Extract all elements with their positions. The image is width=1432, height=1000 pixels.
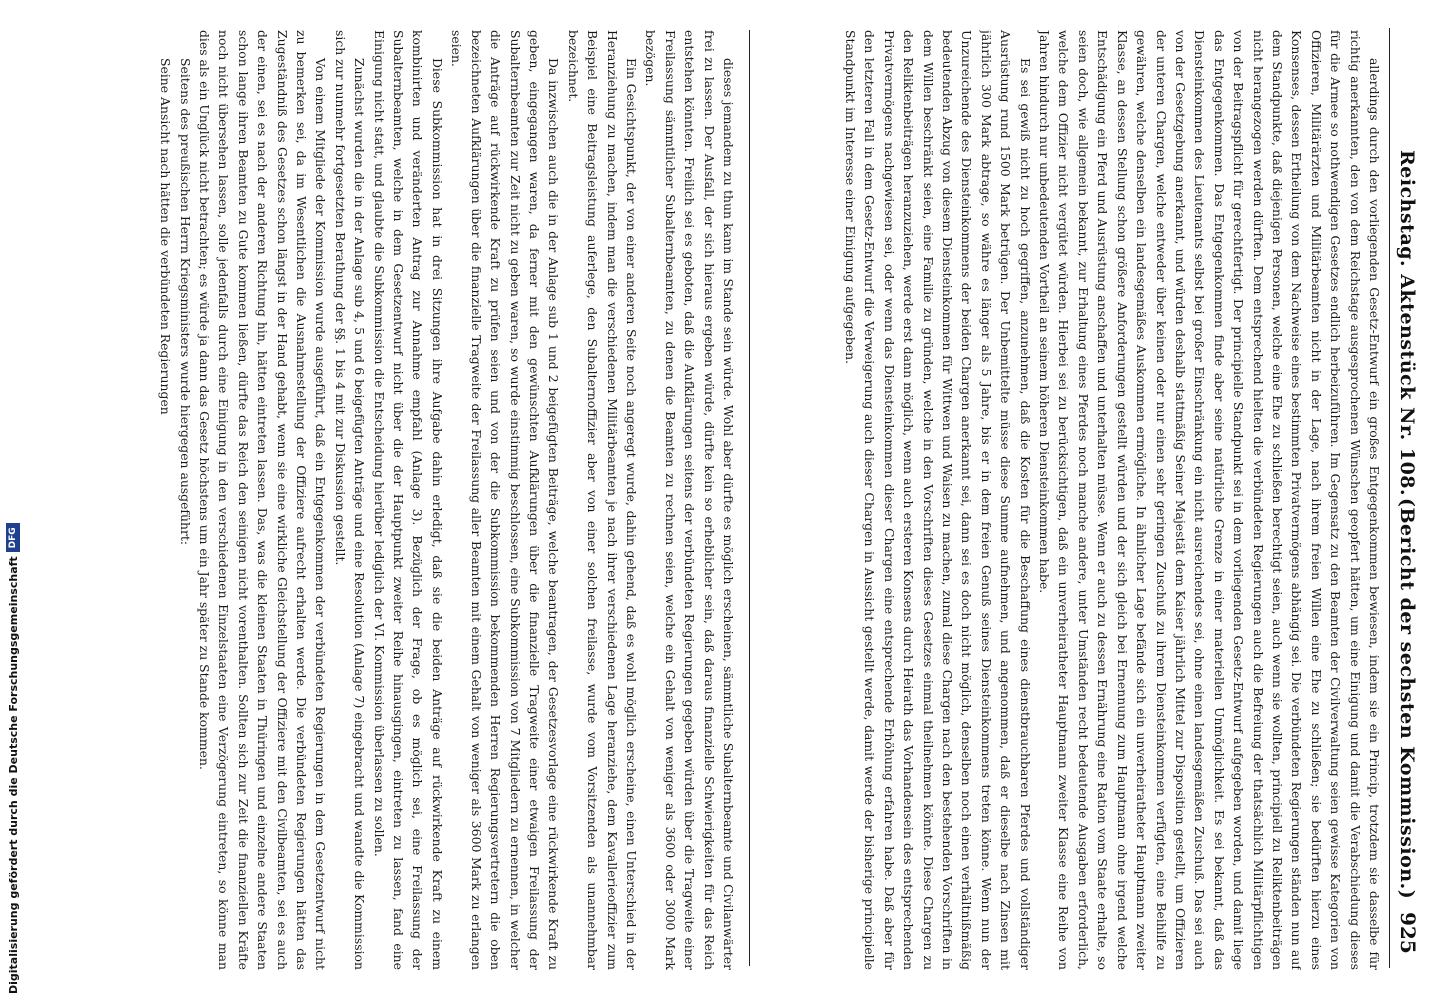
dfg-logo-icon: DFG (6, 523, 20, 552)
running-header-subtitle: (Bericht der sechsten Kommission.) (1396, 498, 1418, 900)
page-number: 925 (1396, 912, 1420, 954)
paragraph: Von einem Mitgliede der Kommission wurde ausgeführt, daß ein Entgegenkommen der verbündeten Regierungen in dem Gesetzentwurf nicht zu bemerken sei, da im Wesentlichen die Ausnahmestellung der Offiziere aufrecht erhalten werde. Die verbündeten Regierungen hätten das Zugeständniß des Gesetzes schon längst in der Hand gehabt, wenn sie eine wirkliche Gleichstellung der Offiziere mit den Civilbeamten, sei es auch der einen, sei es nach der anderen Richtung hin, hätten eintreten lassen. Das, was die kleinen Staaten in Thüringen und einzelne andere Staaten schon lange ihren Beamten zu Gute kommen ließen, dürfte das Reich den seinigen nicht vorenthalten. Sollten sich zur Zeit die finanziellen Kräfte noch nicht übersehen lassen, solle jedenfalls durch eine Einigung in den verschiedenen Einzelstaaten eine Verzögerung eintreten, so könne man dies als ein Unglück nicht betrachten; es würde ja dann das Gesetz höchstens um ein Jahr später zu Stande kommen. (197, 30, 329, 970)
header-rule (1389, 28, 1390, 968)
paragraph: allerdings durch den vorliegenden Gesetz-Entwurf ein großes Entgegenkommen bewiesen, indem sie ein Princip, trotzdem sie dasselbe für richtig anerkannten, den von dem Reichstage ausgesprochenen Wünschen geopfert hätten, um eine Einigung und damit die Verabschiedung dieses für die Armee so nothwendigen Gesetzes endlich herbeizuführen. Im Gegensatz zu den Beamten der Civilverwaltung seien gewisse Kategorien von Offizieren, Militärärzten und Militärbeamten nicht in der Lage, nach ihrem freien Willen eine Ehe zu schließen; sie bedürften hierzu eines Konsenses, dessen Ertheilung von dem Nachweise eines bestimmten Privatvermögens abhängig sei. Die verbündeten Regierungen ständen nun auf dem Standpunkte, daß diejenigen Personen, welche eine Ehe zu schließen berechtigt seien, auch wenn sie wollten, principiell zu Reliktenbeiträgen nicht herangezogen werden dürften. Dem entsprechend hielten die verbündeten Regierungen auch die Befreiung der thatsächlich Militärpflichtigen von der Beitragspflicht für gerechtfertigt. Der principielle Standpunkt sei in dem vorliegenden Gesetz-Entwurf aufgegeben worden, und damit liege das Entgegenkommen. Das Entgegenkommen finde aber seine natürliche Grenze in einer materiellen Unmöglichkeit. Es sei bekannt, daß das Diensteinkommen des Lieutenants selbst bei großer Einschränkung ein nicht ausreichendes sei, ohne einen landesgemäßen Zuschuß. Das sei auch von der Gesetzgebung anerkannt, und würden deshalb stattmäßig Seiner Majestät dem Kaiser jährlich Mittel zur Disposition gestellt, um Offizieren der unteren Chargen, welche entweder über keinen oder nur einen sehr geringen Zuschuß zu ihrem Diensteinkommen verfügten, eine Beihilfe zu gewähren, welche denselben ein landesgemäßes Auskommen ermögliche. In ähnlicher Lage befände sich ein unverheiratheter Hauptmann zweiter Klasse, an dessen Stellung schon größere Anforderungen gestellt würden und der sich gleich bei Ernennung zum Hauptmann ohne irgend welche Entschädigung ein Pferd und Ausrüstung anschaffen und unterhalten müsse. Wenn er auch zu dessen Ernährung eine Ration vom Staate erhalte, so seien doch, wie allgemein bekannt, zur Erhaltung eines Pferdes noch manche andere, unter Umständen recht bedeutende Ausgaben erforderlich, welche dem Offizier nicht vergütet würden. Hierbei sei zu berücksichtigen, daß ein unverheiratheter Hauptmann zweiter Klasse eine Reihe von Jahren hindurch nur unbedeutenden Vortheil an seinem höheren Diensteinkommen habe. (1037, 30, 1382, 970)
paragraph: dieses jemandem zu thun kann im Stande sein würde. Wohl aber dürfte es möglich erscheinen, sämmtliche Subalternbeamte und Civilanwärter frei zu lassen. Der Ausfall, der sich hieraus ergeben würde, dürfte kein so erheblicher sein, daß daraus finanzielle Schwierigkeiten für das Reich entstehen könnten. Freilich sei es geboten, daß die Aufklärungen seitens der verbündeten Regierungen gegeben würden über die Tragweite einer Freilassung sämmtlicher Subalternbeamten, zu denen die Beamten zu rechnen seien, welche ein Gehalt von weniger als 3600 oder 3000 Mark bezögen. (643, 30, 736, 970)
paragraph: Es sei gewiß nicht zu hoch gegriffen, anzunehmen, daß die Kosten für die Beschaffung eines dienstbrauchbaren Pferdes und vollständiger Ausrüstung rund 1500 Mark betrügen. Der Unbemittelte müsse diese Summe aufnehmen, und angenommen, daß er dieselbe nach Zinsen mit jährlich 300 Mark abtrage, so währe es länger als 5 Jahre, bis er in dem freien Genuß seines Diensteinkommens treten könne. Wenn nun der Unzureichende des Diensteinkommens der beiden Chargen anerkannt sei, dann sei es doch nicht möglich, denselben noch einen verhältnißmäßig bedeutenden Abzug von diesem Diensteinkommen für Wittwen und Waisen zu machen, zumal diese Chargen nach den bestehenden Vorschriften in dem Willen beschränkt seien, eine Familie zu gründen, welche in den Vorschriften dieses Gesetzes einmal theilnehmen könnte. Diese Chargen zu den Reliktenbeiträgen heranzuziehen, werde erst dann möglich, wenn auch ersteren Konsens durch Heirath das Vorhandensein des entsprechenden Privatvermögens nachgewiesen sei, oder wenn das Diensteinkommen dieser Chargen eine entsprechende Erhöhung erfahren habe. Daß aber für den letzteren Fall in dem Gesetz-Entwurf die Verweigerung auch dieser Chargen in Aussicht gestellt werde, damit werde der bisherige principielle Standpunkt im Interesse einer Einigung aufgegeben. (843, 30, 1033, 970)
paragraph: Ein Gesichtspunkt, der von einer anderen Seite noch angeregt wurde, dahin gehend, daß es wohl möglich erscheine, einen Unterschied in der Heranziehung zu machen, indem man die verschiedenen Militärbeamten je nach ihrer verschiedenen Lage heranziehe, dem Kavallerieoffizier zum Beispiel eine Beitragsleistung auferlege, den Subalternoffizier aber von einer solchen freilasse, wurde vom Vorsitzenden als unannehmbar bezeichnet. (565, 30, 639, 970)
paragraph: Diese Subkommission hat in drei Sitzungen ihre Aufgabe dahin erledigt, daß sie die beiden Anträge auf rückwirkende Kraft zu einem kombinirten und veränderten Antrag zur Annahme empfahl (Anlage 3). Bezüglich der Frage, ob es möglich sei, eine Freilassung der Subalternbeamten, welche in dem Gesetzentwurf nicht über die der Hauptpunkt zweiter Reihe hinausgingen, eintreten zu lassen, fand eine Einigung nicht statt, und glaubte die Subkommission die Entscheidung hierüber lediglich der VI. Kommission überlassen zu sollen. (371, 30, 445, 970)
paragraph: Da inzwischen auch die in der Anlage sub 1 und 2 beigefügten Beiträge, welche beantragen, der Gesetzesvorlage eine rückwirkende Kraft zu geben, eingegangen waren, da ferner mit den gewünschten Aufklärungen über die finanzielle Tragweite einer etwaigen Freilassung der Subalternbeamten zur Zeit nicht zu geben waren, so wurde einstimmig beschlossen, eine Subkommission von 7 Mitgliedern zu ernennen, in welcher die Anträge auf rückwirkende Kraft zu prüfen seien und von der die Subkommission bekommenden Herren Regierungsvertretern die oben bezeichneten Aufklärungen über die finanzielle Tragweite der Freilassung aller Beamten mit einem Gehalt von weniger als 3600 Mark zu erlangen seien. (449, 30, 562, 970)
running-header-title: Reichstag. Aktenstück Nr. 108. (1396, 150, 1418, 497)
paragraph: Seine Ansicht nach hätten die verbündeten Regierungen (158, 58, 174, 415)
text-column-right (764, 30, 1384, 970)
column-separator (749, 30, 750, 966)
paragraph: Zunächst wurden die in der Anlage sub 4, 5 und 6 beigefügten Anträge und eine Resolution (Anlage 7) eingebracht und wandte die Kommission sich zur nunmehr fortgesetzten Berathung der §§. 1 bis 4 mit zur Diskussion gestellt. (332, 30, 368, 970)
text-column-left-inner (112, 30, 738, 970)
text-column-right-inner (764, 30, 1384, 970)
credit-text: Digitalisierung gefördert durch die Deutsche Forschungsgemeinschaft (6, 556, 20, 994)
digitization-credit (6, 523, 20, 994)
text-column-left (112, 30, 738, 970)
paragraph: Seitens des preußischen Herrn Kriegsministers wurde hiergegen ausgeführt: (177, 58, 193, 546)
